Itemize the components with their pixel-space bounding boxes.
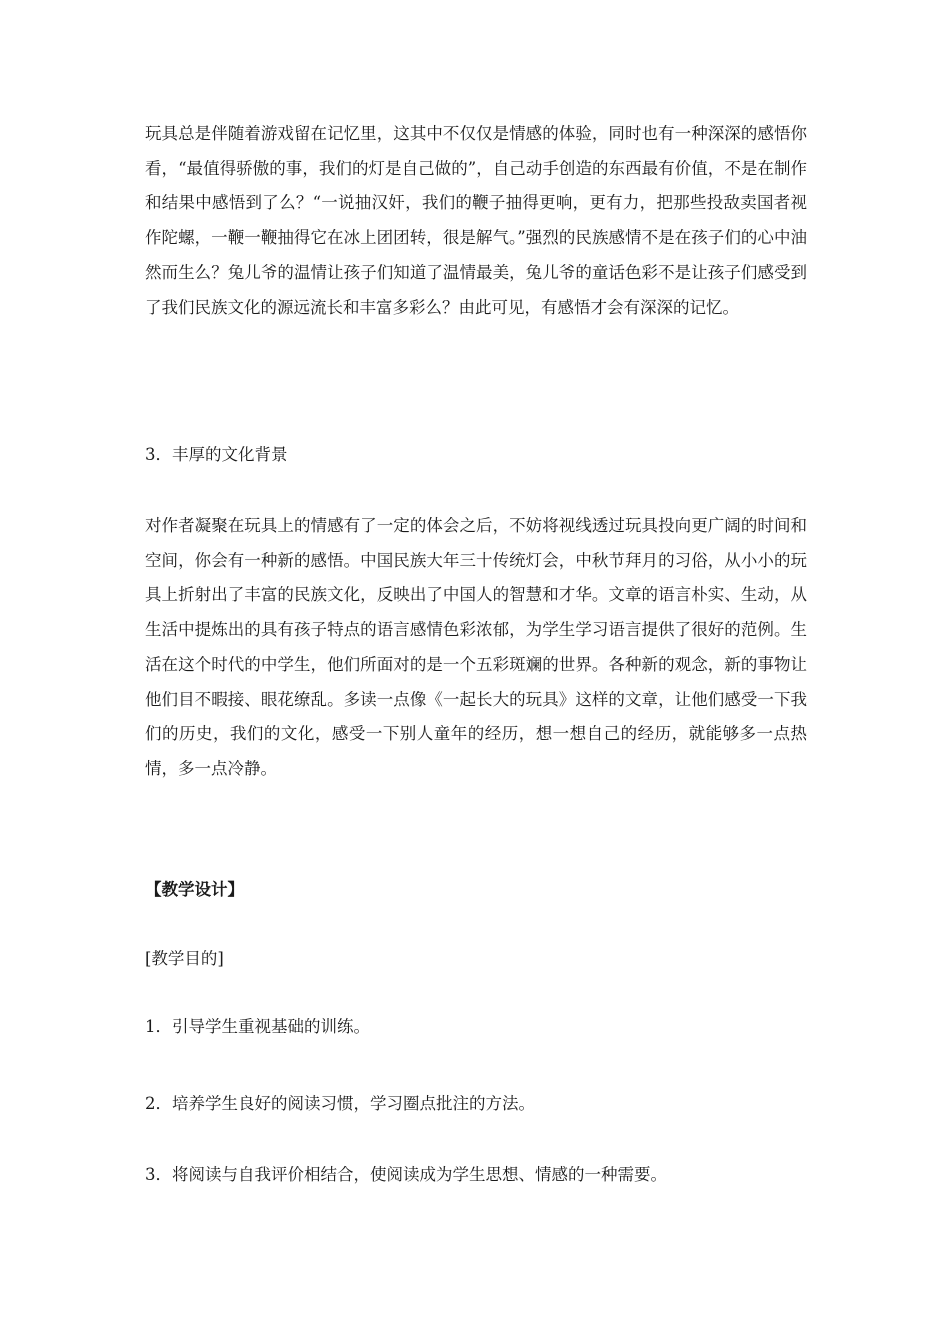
teaching-design-heading: 【教学设计】 bbox=[145, 880, 244, 899]
list-item: 3．将阅读与自我评价相结合，使阅读成为学生思想、情感的一种需要。 bbox=[145, 1165, 667, 1184]
list-item: 2．培养学生良好的阅读习惯，学习圈点批注的方法。 bbox=[145, 1094, 535, 1113]
list-item: 1．引导学生重视基础的训练。 bbox=[145, 1017, 370, 1036]
section-heading-cultural-background: 3．丰厚的文化背景 bbox=[145, 445, 288, 464]
teaching-goal-heading: [教学目的] bbox=[145, 949, 224, 968]
paragraph-cultural-background: 对作者凝聚在玩具上的情感有了一定的体会之后，不妨将视线透过玩具投向更广阔的时间和空间，你会有一种新的感悟。中国民族大年三十传统灯会，中秋节拜月的习俗，从小小的玩具上折射出了丰富的民族文化，反映出了中国人的智慧和才华。文章的语言朴实、生动，从生活中提炼出的具有孩子特点的语言感情色彩浓郁，为学生学习语言提供了很好的范例。生活在这个时代的中学生，他们所面对的是一个五彩斑斓的世界。各种新的观念，新的事物让他们目不暇接、眼花缭乱。多读一点像《一起长大的玩具》这样的文章，让他们感受一下我们的历史，我们的文化，感受一下别人童年的经历，想一想自己的经历，就能够多一点热情，多一点冷静。 bbox=[145, 516, 807, 778]
paragraph-memory-insight: 玩具总是伴随着游戏留在记忆里，这其中不仅仅是情感的体验，同时也有一种深深的感悟你看，“最值得骄傲的事，我们的灯是自己做的”，自己动手创造的东西最有价值，不是在制作和结果中感悟到了么？“一说抽汉奸，我们的鞭子抽得更响，更有力，把那些投敌卖国者视作陀螺，一鞭一鞭抽得它在冰上团团转，很是解气。”强烈的民族感情不是在孩子们的心中油然而生么？兔儿爷的温情让孩子们知道了温情最美，兔儿爷的童话色彩不是让孩子们感受到了我们民族文化的源远流长和丰富多彩么？由此可见，有感悟才会有深深的记忆。 bbox=[145, 124, 807, 317]
